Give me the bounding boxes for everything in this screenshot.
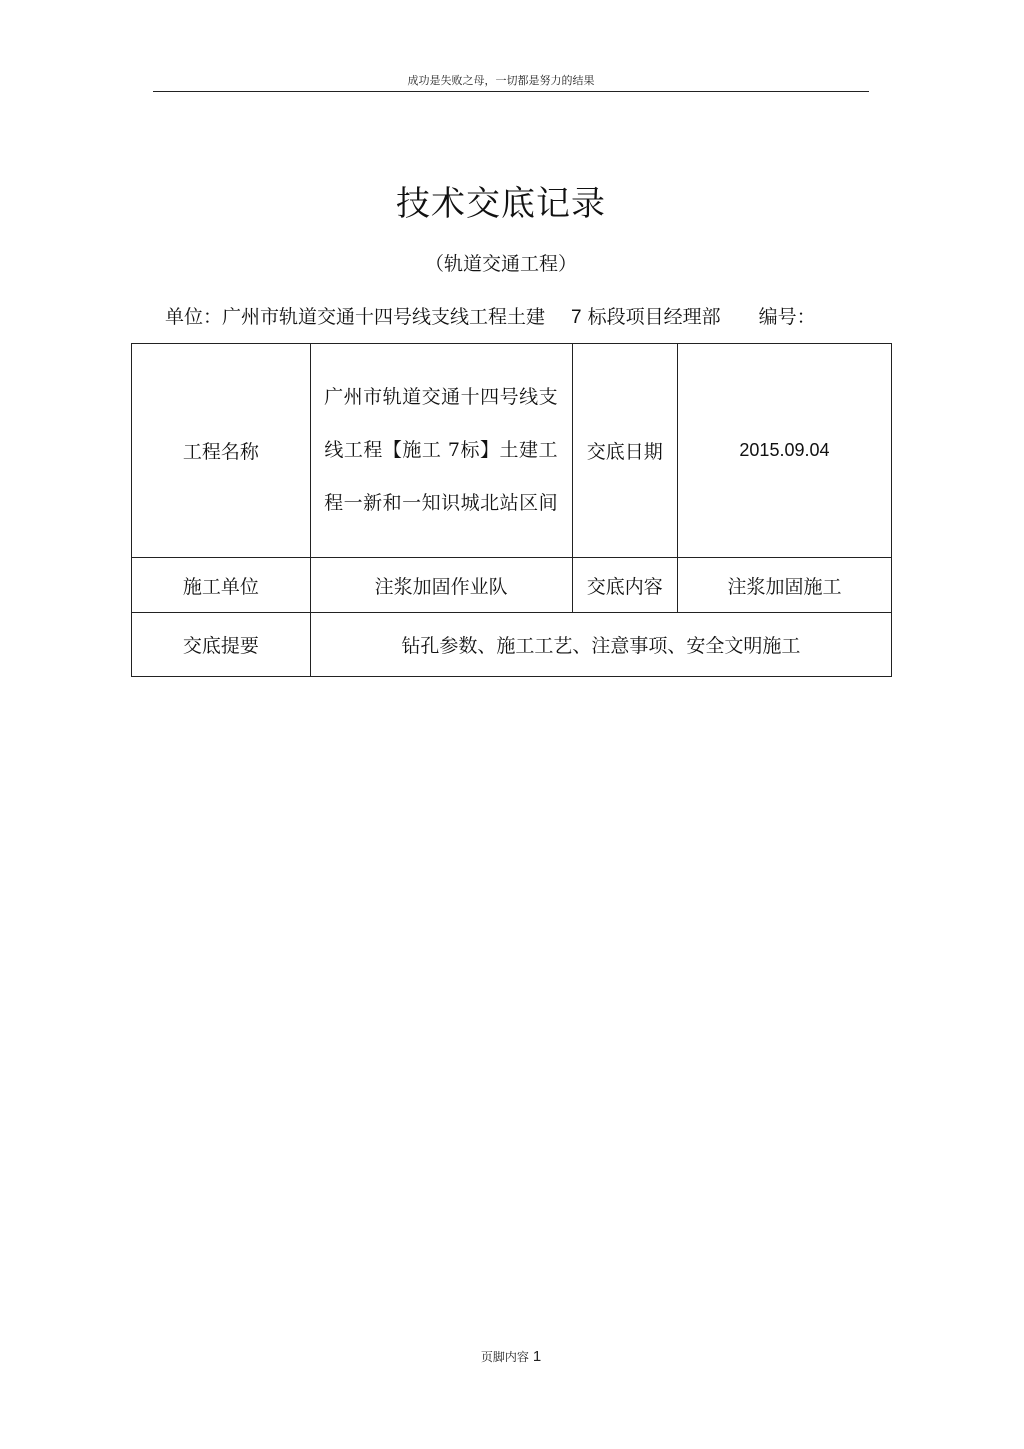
unit-line — [165, 302, 816, 329]
construction-unit-label: 施工单位 — [132, 558, 311, 613]
summary-value: 钻孔参数、施工工艺、注意事项、安全文明施工 — [310, 613, 891, 677]
unit-suffix: 标段项目经理部 — [587, 306, 721, 328]
content-value: 注浆加固施工 — [677, 558, 891, 613]
disclosure-table — [131, 343, 892, 677]
document-title: 技术交底记录 — [396, 184, 606, 224]
footer-label: 页脚内容 — [480, 1350, 529, 1364]
construction-unit-value: 注浆加固作业队 — [310, 558, 572, 613]
date-label: 交底日期 — [572, 344, 677, 558]
project-name-label: 工程名称 — [132, 344, 311, 558]
content-label: 交底内容 — [572, 558, 677, 613]
serial-label: 编号： — [758, 306, 816, 328]
summary-label: 交底提要 — [132, 613, 311, 677]
date-value: 2015.09.04 — [677, 344, 891, 558]
table-row — [132, 558, 892, 613]
table-row — [132, 344, 892, 558]
project-name-value: 广州市轨道交通十四号线支线工程【施工 7标】土建工程一新和一知识城北站区间 — [324, 386, 559, 514]
page-header-motto: 成功是失败之母，一切都是努力的结果 — [407, 74, 595, 87]
header-divider — [153, 91, 869, 92]
page-number: 1 — [532, 1348, 542, 1365]
table-row — [132, 613, 892, 677]
unit-number: 7 — [571, 307, 582, 328]
unit-prefix: 单位：广州市轨道交通十四号线支线工程土建 — [165, 306, 546, 328]
page-footer — [0, 1348, 1022, 1365]
project-name-cell — [310, 344, 572, 558]
document-subtitle: （轨道交通工程） — [424, 253, 577, 275]
